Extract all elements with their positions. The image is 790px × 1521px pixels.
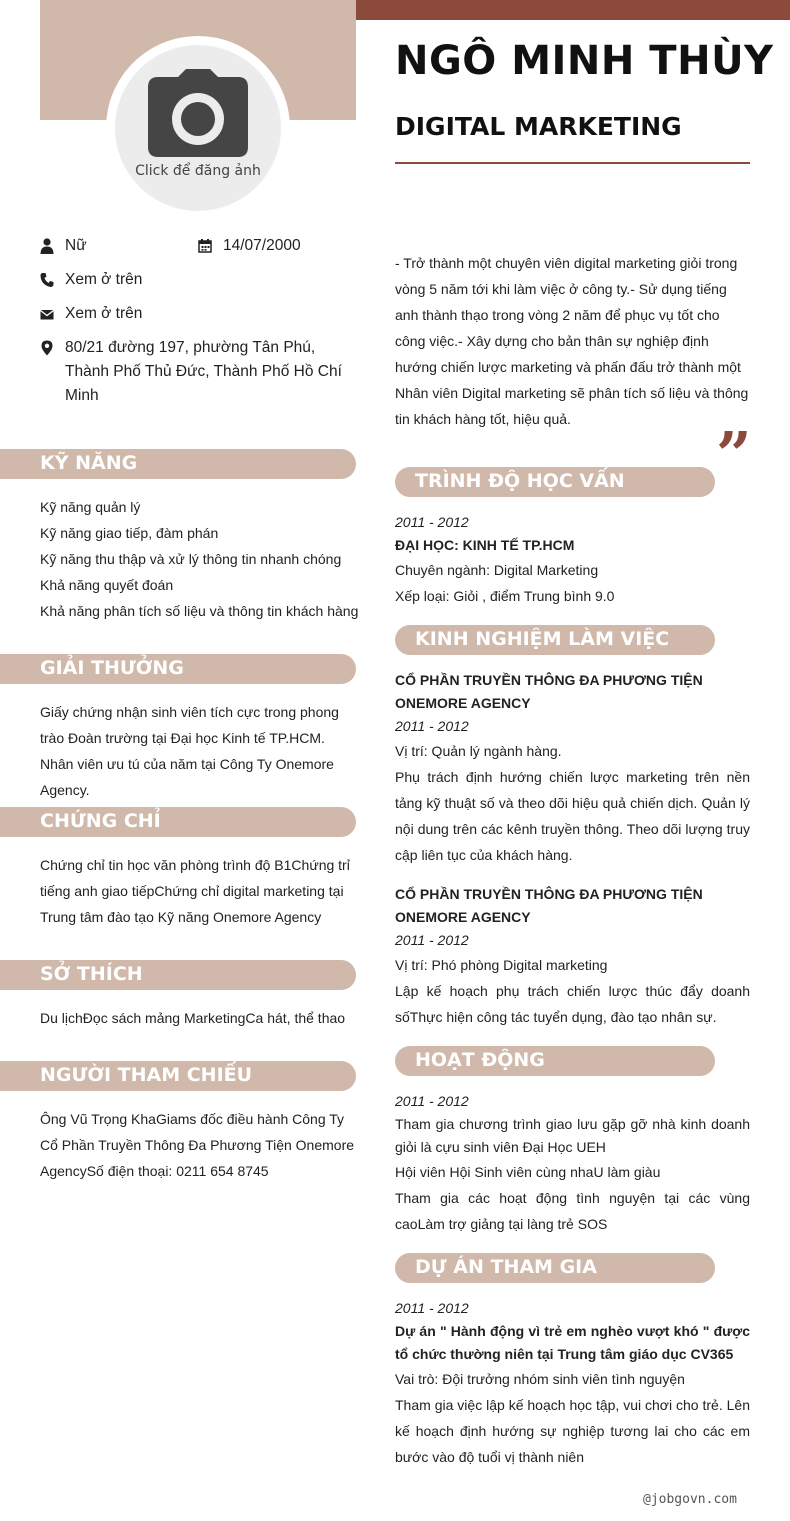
- education-grade: Xếp loại: Giỏi , điểm Trung bình 9.0: [395, 588, 615, 604]
- experience-title: KINH NGHIỆM LÀM VIỆC: [415, 628, 670, 650]
- activity-item: Tham gia các hoạt động tình nguyện tại các vùng caoLàm trợ giảng tại làng trẻ SOS: [395, 1190, 750, 1232]
- project-name: Dự án " Hành động vì trẻ em nghèo vượt khó " được tổ chức thường niên tại Trung tâm giáo dục CV365: [395, 1323, 750, 1362]
- activities-entry: [395, 1090, 750, 1237]
- phone-value: Xem ở trên: [65, 271, 143, 288]
- activity-item: Hội viên Hội Sinh viên cùng nhaU làm giàu: [395, 1164, 661, 1180]
- skill-item: Khả năng quyết đoán: [40, 577, 174, 593]
- activity-item: Tham gia chương trình giao lưu gặp gỡ nhà kinh doanh giỏi là cựu sinh viên Đại Học UEH: [395, 1116, 750, 1155]
- awards-text: Giấy chứng nhận sinh viên tích cực trong phong trào Đoàn trường tại Đại học Kinh tế TP.HCM. Nhân viên ưu tú của năm tại Công Ty Onemore Agency.: [40, 704, 339, 798]
- certificates-text: Chứng chỉ tin học văn phòng trình độ B1Chứng trỉ tiếng anh giao tiếpChứng chỉ digital marketing tại Trung tâm đào tạo Kỹ năng Onemore Agency: [40, 857, 350, 925]
- hobbies-title: SỞ THÍCH: [40, 963, 143, 985]
- certificates-header: [0, 807, 356, 837]
- phone-icon: [40, 272, 54, 288]
- photo-upload-label: Click để đăng ảnh: [135, 163, 261, 179]
- top-accent-bar: [356, 0, 790, 20]
- envelope-icon: [40, 306, 54, 322]
- activities-date: 2011 - 2012: [395, 1093, 469, 1109]
- calendar-icon: [198, 238, 212, 254]
- education-title: TRÌNH ĐỘ HỌC VẤN: [415, 470, 625, 492]
- projects-title: DỰ ÁN THAM GIA: [415, 1256, 597, 1278]
- email-value: Xem ở trên: [65, 305, 143, 322]
- person-icon: [40, 238, 54, 254]
- project-role: Vai trò: Đội trưởng nhóm sinh viên tình nguyện: [395, 1371, 685, 1387]
- hobbies-text: Du lịchĐọc sách mảng MarketingCa hát, thể thao: [40, 1010, 346, 1026]
- job-date: 2011 - 2012: [395, 718, 469, 734]
- awards-title: GIẢI THƯỞNG: [40, 657, 184, 679]
- job-position: Vị trí: Quản lý ngành hàng.: [395, 743, 562, 759]
- job-position: Vị trí: Phó phòng Digital marketing: [395, 957, 608, 973]
- address-value: 80/21 đường 197, phường Tân Phú, Thành Phố Thủ Đức, Thành Phố Hồ Chí Minh: [65, 339, 342, 404]
- skill-item: Kỹ năng quản lý: [40, 499, 141, 515]
- references-title: NGƯỜI THAM CHIẾU: [40, 1064, 253, 1086]
- awards-header: [0, 654, 356, 684]
- education-date: 2011 - 2012: [395, 514, 469, 530]
- skill-item: Kỹ năng thu thập và xử lý thông tin nhanh chóng: [40, 551, 342, 567]
- job-company: CỔ PHẦN TRUYỀN THÔNG ĐA PHƯƠNG TIỆN ONEMORE AGENCY: [395, 672, 703, 711]
- skills-header: [0, 449, 356, 479]
- job-description: Lập kế hoạch phụ trách chiến lược thúc đẩy doanh sốThực hiện công tác tuyển dụng, đào tạo nhân sự.: [395, 983, 750, 1025]
- project-description: Tham gia việc lập kế hoạch học tập, vui chơi cho trẻ. Lên kế hoạch định hướng sự nghiệp tương lai cho các em bước vào độ tuổi vị thành niên: [395, 1397, 750, 1465]
- job-description: Phụ trách định hướng chiến lược marketing trên nền tảng kỹ thuật số và theo dõi hiệu quả chiến dịch. Quản lý nội dung trên các kênh truyền thông. Theo dõi lượng truy cập liên tục của khách hàng.: [395, 769, 750, 863]
- experience-job: [395, 669, 750, 868]
- birthday-value: 14/07/2000: [223, 237, 301, 254]
- job-title: DIGITAL MARKETING: [395, 112, 682, 141]
- hobbies-header: [0, 960, 356, 990]
- quote-mark-icon: ”: [716, 418, 752, 491]
- activities-header: [395, 1046, 715, 1076]
- career-objective: - Trở thành một chuyên viên digital marketing giỏi trong vòng 5 năm tới khi làm việc ở công ty.- Sử dụng tiếng anh thành thạo trong vòng 2 năm để phục vụ tốt cho công việc.- Xây dựng cho bản thân sự nghiệp định hướng chiến lược marketing và phấn đấu trở thành một Nhân viên Digital marketing sẽ phân tích số liệu và thông tin khách hàng tốt, hiệu quả.: [395, 255, 749, 427]
- education-major: Chuyên ngành: Digital Marketing: [395, 562, 599, 578]
- experience-job: [395, 883, 750, 1030]
- skills-list: [40, 494, 358, 624]
- gender-value: Nữ: [65, 237, 87, 254]
- education-school: ĐẠI HỌC: KINH TẾ TP.HCM: [395, 537, 575, 553]
- certificates-title: CHỨNG CHỈ: [40, 810, 161, 832]
- project-date: 2011 - 2012: [395, 1300, 469, 1316]
- education-header: [395, 467, 715, 497]
- skill-item: Kỹ năng giao tiếp, đàm phán: [40, 525, 219, 541]
- job-date: 2011 - 2012: [395, 932, 469, 948]
- photo-upload[interactable]: [115, 45, 281, 211]
- camera-icon: [148, 69, 248, 157]
- map-pin-icon: [40, 340, 54, 356]
- education-entry: [395, 511, 750, 609]
- title-divider: [395, 162, 750, 164]
- references-text: Ông Vũ Trọng KhaGiams đốc điều hành Công Ty Cổ Phần Truyền Thông Đa Phương Tiện Onemore AgencySố điện thoại: 0211 654 8745: [40, 1111, 355, 1179]
- skill-item: Khả năng phân tích số liệu và thông tin khách hàng: [40, 603, 359, 619]
- projects-header: [395, 1253, 715, 1283]
- footer-watermark: @jobgovn.com: [643, 1492, 737, 1507]
- candidate-name: NGÔ MINH THÙY: [395, 38, 774, 84]
- experience-header: [395, 625, 715, 655]
- references-header: [0, 1061, 356, 1091]
- project-entry: [395, 1297, 750, 1470]
- skills-title: KỸ NĂNG: [40, 452, 138, 474]
- activities-title: HOẠT ĐỘNG: [415, 1049, 545, 1071]
- job-company: CỔ PHẦN TRUYỀN THÔNG ĐA PHƯƠNG TIỆN ONEMORE AGENCY: [395, 886, 703, 925]
